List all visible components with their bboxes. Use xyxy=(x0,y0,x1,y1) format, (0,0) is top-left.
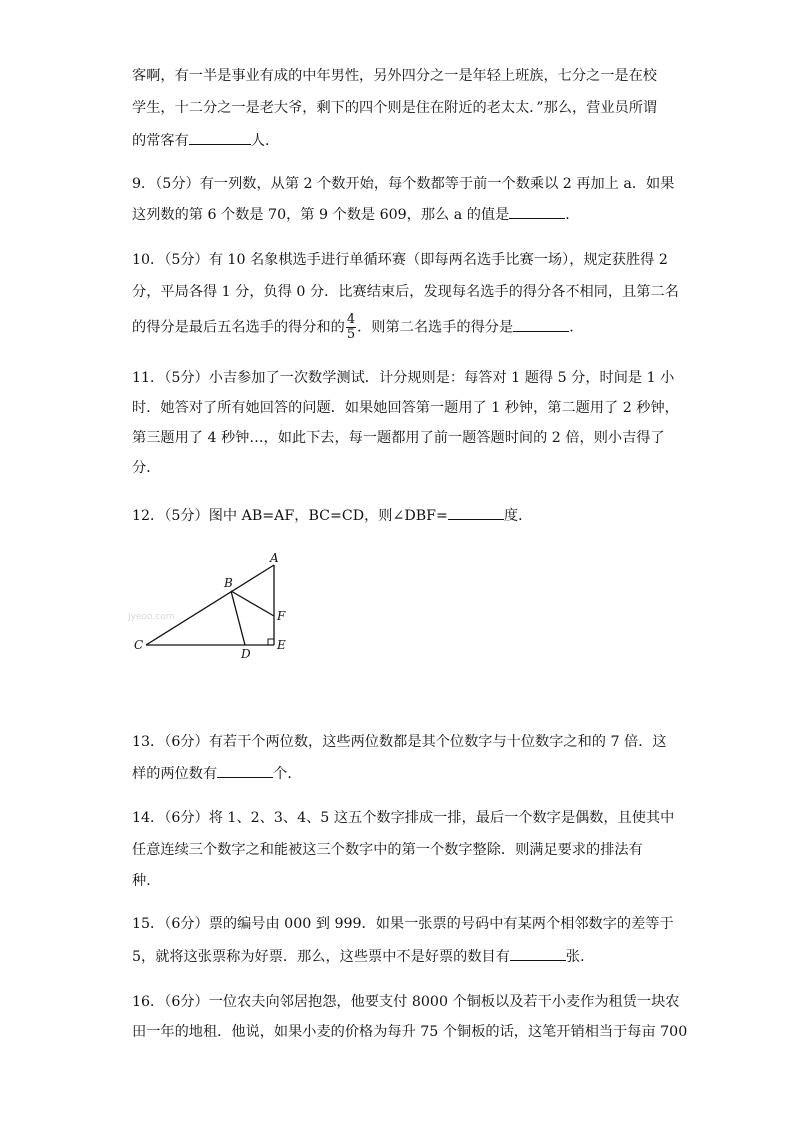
answer-blank xyxy=(513,317,569,332)
answer-blank xyxy=(448,505,504,520)
question-11-line-3: 第三题用了 4 秒钟…，如此下去，每一题都用了前一题答题时间的 2 倍，则小吉得了 xyxy=(132,430,665,446)
question-10-line-1: 10．（5分）有 10 名象棋选手进行单循环赛（即每两名选手比赛一场），规定获胜得 2 xyxy=(132,252,668,268)
question-15-line-2 xyxy=(132,946,672,967)
question-11-line-2: 时．她答对了所有她回答的问题．如果她回答第一题用了 1 秒钟，第二题用了 2 秒钟， xyxy=(132,400,679,416)
question-14-line-3: 种． xyxy=(132,873,161,889)
fraction-numerator: 4 xyxy=(346,312,356,327)
answer-blank xyxy=(217,763,273,778)
segment-BD xyxy=(231,591,245,645)
label-D: D xyxy=(241,647,251,661)
answer-blank xyxy=(509,204,565,219)
right-angle-mark xyxy=(268,639,274,645)
question-14-line-1: 14．（6分）将 1、2、3、4、5 这五个数字排成一排，最后一个数字是偶数，且使其中 xyxy=(132,810,675,826)
question-13-line-1: 13．（6分）有若干个两位数，这些两位数都是其个位数字与十位数字之和的 7 倍．这 xyxy=(132,734,667,750)
text: 的常客有 xyxy=(132,133,189,149)
text: ． xyxy=(565,207,580,223)
text: 度． xyxy=(503,508,533,524)
question-12-line-1 xyxy=(132,505,672,526)
question-13-line-2 xyxy=(132,763,672,784)
text: ． xyxy=(569,319,584,336)
label-A: A xyxy=(270,551,279,565)
question-10-line-3 xyxy=(132,313,672,342)
text: 5，就将这张票称为好票．那么，这些票中不是好票的数目有 xyxy=(132,949,510,965)
segment-BF xyxy=(231,591,274,616)
geometry-figure xyxy=(120,545,310,675)
text: 个． xyxy=(273,766,302,782)
text: 人． xyxy=(250,133,280,149)
fraction-denominator: 5 xyxy=(346,327,356,342)
text: 这列数的第 6 个数是 70，第 9 个数是 609，那么 a 的值是 xyxy=(132,207,510,223)
text: 的得分是最后五名选手的得分和的 xyxy=(132,319,345,336)
question-11-line-4: 分． xyxy=(132,460,161,476)
q8-continuation-line-2: 学生，十二分之一是老大爷，剩下的四个则是住在附近的老太太．”那么，营业员所谓 xyxy=(132,100,658,116)
text: 12．（5分）图中 AB=AF，BC=CD，则∠DBF= xyxy=(132,508,448,524)
question-16-line-1: 16．（6分）一位农夫向邻居抱怨，他要支付 8000 个铜板以及若干小麦作为租赁一块农 xyxy=(132,994,680,1010)
question-10-line-2: 分，平局各得 1 分，负得 0 分．比赛结束后，发现每名选手的得分各不相同，且第二名 xyxy=(132,284,679,300)
q8-continuation-line-3 xyxy=(132,130,672,151)
answer-blank xyxy=(510,946,566,961)
question-11-line-1: 11．（5分）小吉参加了一次数学测试．计分规则是：每答对 1 题得 5 分，时间是 1 小 xyxy=(132,370,675,386)
question-15-line-1: 15．（6分）票的编号由 000 到 999．如果一张票的号码中有某两个相邻数字的差等于 xyxy=(132,916,674,932)
question-9-line-1: 9．（5分）有一列数，从第 2 个数开始，每个数都等于前一个数乘以 2 再加上 a．如果 xyxy=(132,176,675,192)
q8-continuation-line-1: 客啊，有一半是事业有成的中年男性，另外四分之一是年轻上班族，七分之一是在校 xyxy=(132,68,657,84)
label-F: F xyxy=(277,609,286,623)
label-E: E xyxy=(277,638,286,652)
text: ．则第二名选手的得分是 xyxy=(357,319,514,336)
answer-blank xyxy=(189,130,251,145)
text: 样的两位数有 xyxy=(132,766,218,782)
fraction xyxy=(346,313,356,342)
question-9-line-2 xyxy=(132,204,672,225)
question-16-line-2: 田一年的地租．他说，如果小麦的价格为每升 75 个铜板的话，这笔开销相当于每亩 700 xyxy=(132,1024,688,1040)
label-B: B xyxy=(224,576,233,590)
question-14-line-2: 任意连续三个数字之和能被这三个数字中的第一个数字整除．则满足要求的排法有 xyxy=(132,842,643,858)
watermark: Jyeoo.com xyxy=(128,612,175,622)
label-C: C xyxy=(134,638,144,652)
text: 张． xyxy=(565,949,595,965)
